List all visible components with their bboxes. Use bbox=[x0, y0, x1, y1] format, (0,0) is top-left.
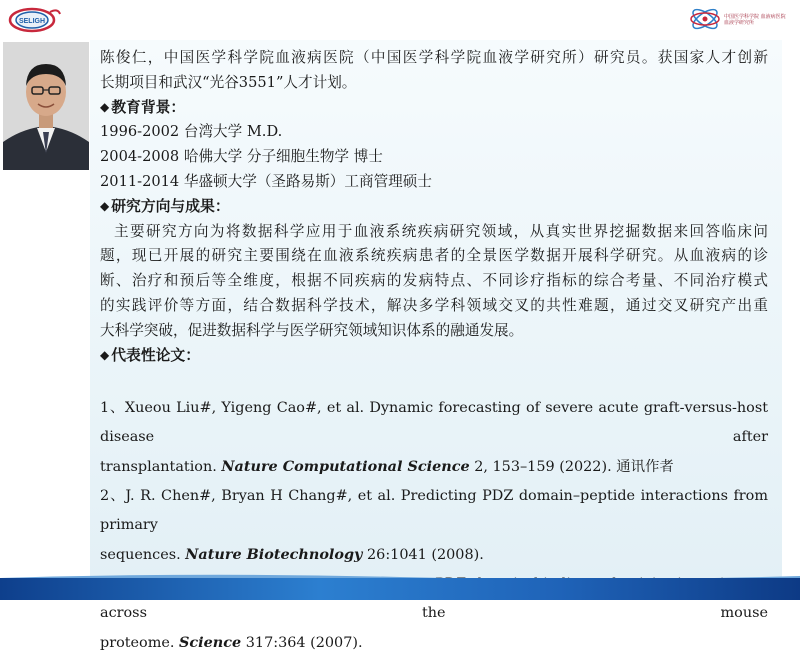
paper-citation-line: sequences. Nature Biotechnology 26:1041 (2008). bbox=[100, 546, 484, 563]
institute-logo-icon bbox=[688, 4, 722, 34]
profile-content bbox=[100, 46, 768, 368]
hospital-logo-icon bbox=[6, 4, 62, 36]
research-heading: ◆ 研究方向与成果： bbox=[100, 197, 230, 215]
header-bar bbox=[0, 0, 800, 40]
research-line: 主要研究方向为将数据科学应用于血液系统疾病研究领域，从真实世界挖掘数据来回答临床问 bbox=[114, 222, 768, 240]
papers-heading: ◆ 代表性论文： bbox=[100, 346, 201, 364]
paper-citation-line: 2、J. R. Chen#, Bryan H Chang#, et al. Predicting PDZ domain–peptide interactions from primary bbox=[100, 488, 768, 533]
institute-logo-text: 中国医学科学院 血液病医院 血液学研究所 bbox=[724, 14, 786, 26]
paper-citation-line: proteome. Science 317:364 (2007). bbox=[100, 634, 363, 651]
intro-line-2: 长期项目和武汉“光谷3551”人才计划。 bbox=[100, 73, 357, 91]
paper-citation-line: 1、Xueou Liu#, Yigeng Cao#, et al. Dynamic forecasting of severe acute graft-versus-host disease after bbox=[100, 400, 768, 445]
portrait-photo bbox=[3, 42, 89, 170]
paper-citation-line: transplantation. Nature Computational Science 2, 153–159 (2022). 通讯作者 bbox=[100, 458, 674, 475]
paper-list bbox=[100, 394, 768, 658]
intro-line-1: 陈俊仁，中国医学科学院血液病医院（中国医学科学院血液学研究所）研究员。获国家人才创新 bbox=[100, 49, 768, 66]
diamond-bullet-icon: ◆ bbox=[100, 347, 110, 362]
education-item: 2004-2008 哈佛大学 分子细胞生物学 博士 bbox=[100, 148, 383, 166]
paper-citation-line: across the mouse bbox=[100, 605, 768, 621]
education-item: 1996-2002 台湾大学 M.D. bbox=[100, 123, 283, 141]
diamond-bullet-icon: ◆ bbox=[100, 198, 110, 213]
research-line: 的实践评价等方面，结合数据科学技术，解决多学科领域交叉的共性难题，通过交叉研究产出重 bbox=[100, 296, 768, 314]
footer-bar bbox=[0, 578, 800, 600]
education-heading: ◆ 教育背景： bbox=[100, 98, 186, 116]
research-line: 断、治疗和预后等全维度，根据不同疾病的发病特点、不同诊疗指标的综合考量、不同治疗模式 bbox=[100, 272, 768, 290]
person-portrait-icon bbox=[3, 42, 89, 170]
journal-name: Nature Biotechnology bbox=[185, 546, 363, 563]
diamond-bullet-icon: ◆ bbox=[100, 99, 110, 114]
svg-text:SELIGH: SELIGH bbox=[18, 18, 46, 25]
journal-name: Science bbox=[179, 634, 242, 651]
education-item: 2011-2014 华盛顿大学（圣路易斯）工商管理硕士 bbox=[100, 172, 432, 190]
research-line: 大科学突破，促进数据科学与医学研究领域知识体系的融通发展。 bbox=[100, 321, 524, 339]
research-line: 题，现已开展的研究主要围绕在血液系统疾病患者的全景医学数据开展科学研究。从血液病的诊 bbox=[100, 247, 768, 265]
journal-name: Nature Computational Science bbox=[221, 458, 470, 475]
